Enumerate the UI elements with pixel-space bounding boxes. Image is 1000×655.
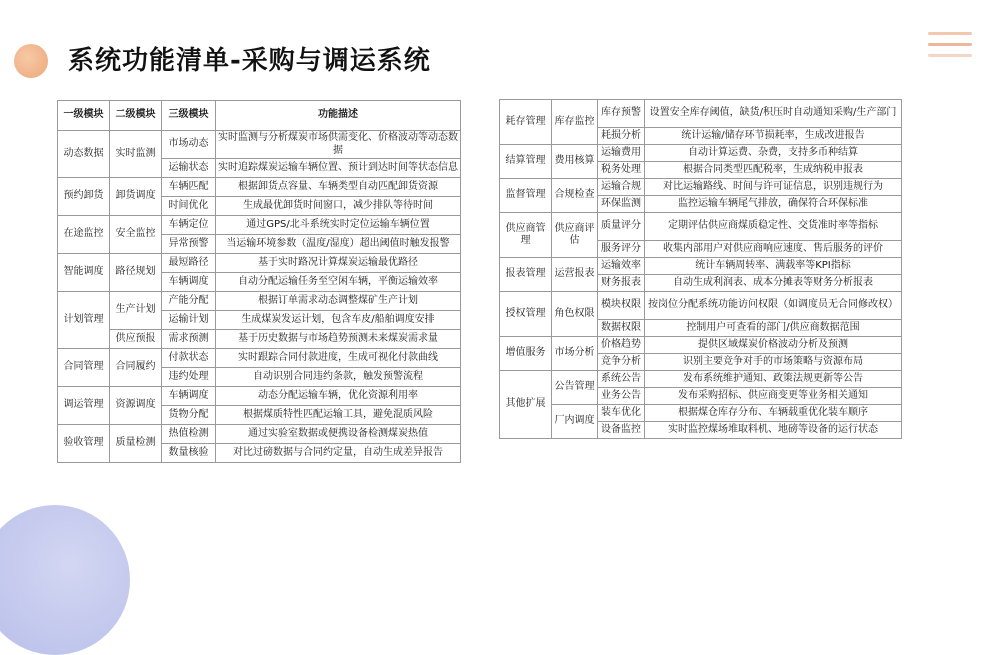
table-row bbox=[58, 178, 461, 197]
function-description-cell: 基于历史数据与市场趋势预测未来煤炭需求量 bbox=[216, 330, 461, 349]
level3-module-cell: 市场动态 bbox=[162, 131, 216, 159]
level2-module-cell: 费用核算 bbox=[552, 145, 598, 179]
function-table-right bbox=[499, 99, 902, 439]
level2-module-cell: 合同履约 bbox=[110, 349, 162, 387]
level3-module-cell: 车辆定位 bbox=[162, 216, 216, 235]
level2-module-cell: 市场分析 bbox=[552, 337, 598, 371]
function-description-cell: 通过实验室数据或便携设备检测煤炭热值 bbox=[216, 425, 461, 444]
level2-module-cell: 运营报表 bbox=[552, 258, 598, 292]
level1-module-cell: 增值服务 bbox=[500, 337, 552, 371]
function-description-cell: 实时监控煤场堆取料机、地磅等设备的运行状态 bbox=[645, 422, 902, 439]
function-description-cell: 按岗位分配系统功能访问权限（如调度员无合同修改权） bbox=[645, 292, 902, 320]
function-description-cell: 根据煤仓库存分布、车辆载重优化装车顺序 bbox=[645, 405, 902, 422]
level3-module-cell: 付款状态 bbox=[162, 349, 216, 368]
function-description-cell: 识别主要竞争对手的市场策略与资源布局 bbox=[645, 354, 902, 371]
level3-module-cell: 车辆调度 bbox=[162, 387, 216, 406]
function-description-cell: 自动计算运费、杂费，支持多币种结算 bbox=[645, 145, 902, 162]
function-description-cell: 实时追踪煤炭运输车辆位置、预计到达时间等状态信息 bbox=[216, 159, 461, 178]
level1-module-cell: 报表管理 bbox=[500, 258, 552, 292]
level3-module-cell: 运输费用 bbox=[598, 145, 645, 162]
table-row bbox=[58, 216, 461, 235]
stripe-top bbox=[928, 32, 972, 35]
level2-module-cell: 卸货调度 bbox=[110, 178, 162, 216]
stripe-mid bbox=[928, 43, 972, 46]
level3-module-cell: 税务处理 bbox=[598, 162, 645, 179]
function-description-cell: 实时监测与分析煤炭市场供需变化、价格波动等动态数据 bbox=[216, 131, 461, 159]
level2-module-cell: 质量检测 bbox=[110, 425, 162, 463]
function-table-left bbox=[57, 100, 461, 463]
table-row bbox=[500, 371, 902, 388]
table-row bbox=[58, 349, 461, 368]
level1-module-cell: 监督管理 bbox=[500, 179, 552, 213]
table-row bbox=[500, 258, 902, 275]
level3-module-cell: 运输效率 bbox=[598, 258, 645, 275]
level3-module-cell: 异常预警 bbox=[162, 235, 216, 254]
function-description-cell: 统计车辆周转率、满载率等KPI指标 bbox=[645, 258, 902, 275]
level1-module-cell: 计划管理 bbox=[58, 292, 110, 349]
level3-module-cell: 系统公告 bbox=[598, 371, 645, 388]
level3-module-cell: 产能分配 bbox=[162, 292, 216, 311]
level2-module-cell: 合规检查 bbox=[552, 179, 598, 213]
function-description-cell: 生成最优卸货时间窗口，减少排队等待时间 bbox=[216, 197, 461, 216]
decorative-orange-dot bbox=[14, 44, 48, 78]
level3-module-cell: 业务公告 bbox=[598, 388, 645, 405]
table-row bbox=[58, 131, 461, 159]
function-description-cell: 发布采购招标、供应商变更等业务相关通知 bbox=[645, 388, 902, 405]
function-description-cell: 通过GPS/北斗系统实时定位运输车辆位置 bbox=[216, 216, 461, 235]
level2-module-cell: 库存监控 bbox=[552, 100, 598, 145]
level2-module-cell: 供应预报 bbox=[110, 330, 162, 349]
function-description-cell: 根据订单需求动态调整煤矿生产计划 bbox=[216, 292, 461, 311]
level1-module-cell: 验收管理 bbox=[58, 425, 110, 463]
level2-module-cell: 供应商评估 bbox=[552, 213, 598, 258]
function-description-cell: 生成煤炭发运计划，包含车皮/船舶调度安排 bbox=[216, 311, 461, 330]
level1-module-cell: 供应商管理 bbox=[500, 213, 552, 258]
level2-module-cell: 角色权限 bbox=[552, 292, 598, 337]
table-row bbox=[500, 100, 902, 128]
table-row bbox=[500, 213, 902, 241]
function-description-cell: 基于实时路况计算煤炭运输最优路径 bbox=[216, 254, 461, 273]
table-row bbox=[500, 145, 902, 162]
level2-module-cell: 生产计划 bbox=[110, 292, 162, 330]
level3-module-cell: 价格趋势 bbox=[598, 337, 645, 354]
function-description-cell: 控制用户可查看的部门/供应商数据范围 bbox=[645, 320, 902, 337]
level2-module-cell: 厂内调度 bbox=[552, 405, 598, 439]
level1-module-cell: 耗存管理 bbox=[500, 100, 552, 145]
level3-module-cell: 质量评分 bbox=[598, 213, 645, 241]
level2-module-cell: 安全监控 bbox=[110, 216, 162, 254]
function-description-cell: 根据煤质特性匹配运输工具，避免混质风险 bbox=[216, 406, 461, 425]
table-row bbox=[500, 292, 902, 320]
function-description-cell: 当运输环境参数（温度/湿度）超出阈值时触发报警 bbox=[216, 235, 461, 254]
level2-module-cell: 公告管理 bbox=[552, 371, 598, 405]
level3-module-cell: 模块权限 bbox=[598, 292, 645, 320]
table-row bbox=[58, 425, 461, 444]
level2-module-cell: 路径规划 bbox=[110, 254, 162, 292]
table-row bbox=[58, 254, 461, 273]
function-description-cell: 发布系统维护通知、政策法规更新等公告 bbox=[645, 371, 902, 388]
level3-module-cell: 时间优化 bbox=[162, 197, 216, 216]
function-description-cell: 设置安全库存阈值，缺货/积压时自动通知采购/生产部门 bbox=[645, 100, 902, 128]
header-description: 功能描述 bbox=[216, 101, 461, 131]
level3-module-cell: 违约处理 bbox=[162, 368, 216, 387]
table-row bbox=[58, 330, 461, 349]
function-description-cell: 自动分配运输任务至空闲车辆，平衡运输效率 bbox=[216, 273, 461, 292]
stripe-bottom bbox=[928, 54, 972, 57]
level1-module-cell: 其他扩展 bbox=[500, 371, 552, 439]
level3-module-cell: 最短路径 bbox=[162, 254, 216, 273]
table-header-row bbox=[58, 101, 461, 131]
level3-module-cell: 环保监测 bbox=[598, 196, 645, 213]
page-title: 系统功能清单-采购与调运系统 bbox=[68, 46, 431, 76]
level1-module-cell: 结算管理 bbox=[500, 145, 552, 179]
header-level2: 二级模块 bbox=[110, 101, 162, 131]
level3-module-cell: 需求预测 bbox=[162, 330, 216, 349]
table-row bbox=[500, 337, 902, 354]
decorative-blue-circle bbox=[0, 505, 130, 655]
level1-module-cell: 动态数据 bbox=[58, 131, 110, 178]
level3-module-cell: 车辆调度 bbox=[162, 273, 216, 292]
level2-module-cell: 实时监测 bbox=[110, 131, 162, 178]
level3-module-cell: 运输合规 bbox=[598, 179, 645, 196]
table-row bbox=[58, 292, 461, 311]
function-description-cell: 统计运输/储存环节损耗率，生成改进报告 bbox=[645, 128, 902, 145]
level1-module-cell: 智能调度 bbox=[58, 254, 110, 292]
table-row bbox=[500, 405, 902, 422]
function-description-cell: 动态分配运输车辆，优化资源利用率 bbox=[216, 387, 461, 406]
function-description-cell: 对比过磅数据与合同约定量，自动生成差异报告 bbox=[216, 444, 461, 463]
level3-module-cell: 运输状态 bbox=[162, 159, 216, 178]
function-description-cell: 定期评估供应商煤质稳定性、交货准时率等指标 bbox=[645, 213, 902, 241]
function-description-cell: 提供区域煤炭价格波动分析及预测 bbox=[645, 337, 902, 354]
table-row bbox=[58, 387, 461, 406]
level3-module-cell: 财务报表 bbox=[598, 275, 645, 292]
header-level3: 三级模块 bbox=[162, 101, 216, 131]
function-description-cell: 收集内部用户对供应商响应速度、售后服务的评价 bbox=[645, 241, 902, 258]
decorative-stripes bbox=[928, 32, 972, 65]
header-level1: 一级模块 bbox=[58, 101, 110, 131]
level3-module-cell: 车辆匹配 bbox=[162, 178, 216, 197]
function-description-cell: 监控运输车辆尾气排放，确保符合环保标准 bbox=[645, 196, 902, 213]
level3-module-cell: 数据权限 bbox=[598, 320, 645, 337]
level3-module-cell: 服务评分 bbox=[598, 241, 645, 258]
level1-module-cell: 合同管理 bbox=[58, 349, 110, 387]
level3-module-cell: 库存预警 bbox=[598, 100, 645, 128]
function-description-cell: 自动生成利润表、成本分摊表等财务分析报表 bbox=[645, 275, 902, 292]
function-description-cell: 自动识别合同违约条款，触发预警流程 bbox=[216, 368, 461, 387]
level1-module-cell: 预约卸货 bbox=[58, 178, 110, 216]
level1-module-cell: 在途监控 bbox=[58, 216, 110, 254]
level3-module-cell: 运输计划 bbox=[162, 311, 216, 330]
function-description-cell: 实时跟踪合同付款进度，生成可视化付款曲线 bbox=[216, 349, 461, 368]
level3-module-cell: 数量核验 bbox=[162, 444, 216, 463]
level3-module-cell: 货物分配 bbox=[162, 406, 216, 425]
level3-module-cell: 热值检测 bbox=[162, 425, 216, 444]
level3-module-cell: 耗损分析 bbox=[598, 128, 645, 145]
level1-module-cell: 调运管理 bbox=[58, 387, 110, 425]
function-description-cell: 对比运输路线、时间与许可证信息，识别违规行为 bbox=[645, 179, 902, 196]
level3-module-cell: 装车优化 bbox=[598, 405, 645, 422]
level1-module-cell: 授权管理 bbox=[500, 292, 552, 337]
level3-module-cell: 设备监控 bbox=[598, 422, 645, 439]
level2-module-cell: 资源调度 bbox=[110, 387, 162, 425]
function-description-cell: 根据合同类型匹配税率，生成纳税申报表 bbox=[645, 162, 902, 179]
table-row bbox=[500, 179, 902, 196]
function-description-cell: 根据卸货点容量、车辆类型自动匹配卸货资源 bbox=[216, 178, 461, 197]
level3-module-cell: 竞争分析 bbox=[598, 354, 645, 371]
